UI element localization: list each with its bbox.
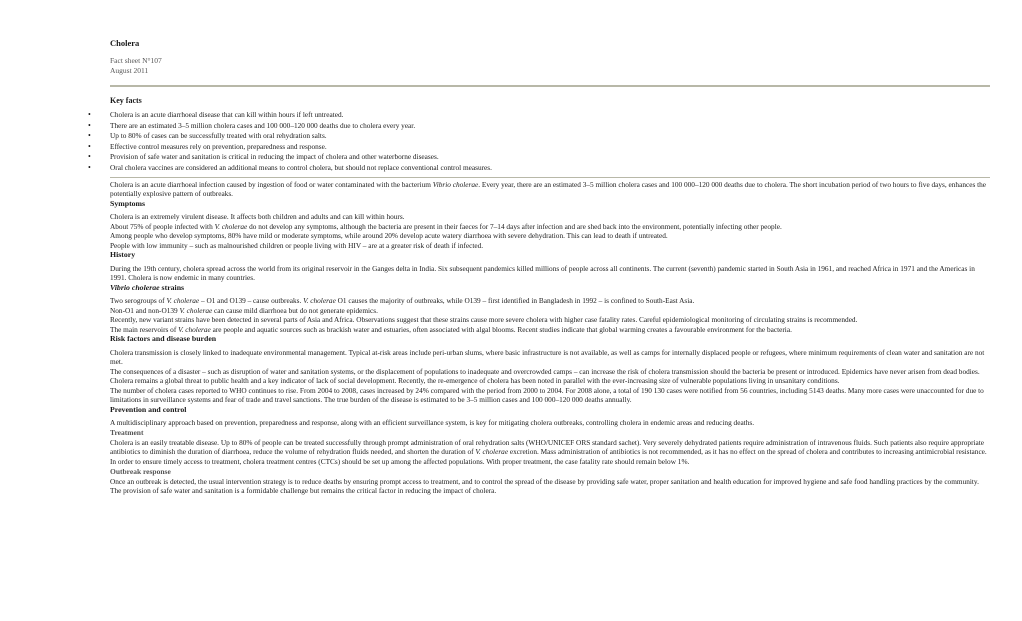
risk-paragraph: Cholera transmission is closely linked to inadequate environmental management. Typical at-risk areas include peri-urban slums, where basic infrastructure is not available, as well as camps for internally displaced people or refugees, where minimum requirements of clean water and sanitation are not met.: [110, 347, 985, 367]
key-fact-item: • Cholera is an acute diarrhoeal disease that can kill within hours if left untreated.: [110, 110, 990, 121]
strains-text: The main reservoirs of: [110, 324, 179, 334]
strains-text: O1 causes the majority of outbreaks, while O139 – first identified in Bangladesh in 1992 – is confined to South-East Asia.: [335, 295, 695, 305]
strains-text: are people and aquatic sources such as brackish water and estuaries, often associated with algal blooms. Recent studies indicate that global warming creates a favourable environment for the bacteria.: [210, 324, 792, 334]
strains-text: Non-O1 and non-O139: [110, 305, 180, 315]
risk-paragraph: The number of cholera cases reported to WHO continues to rise. From 2004 to 2008, cases increased by 24% compared with the period from 2000 to 2004. For 2008 alone, a total of 190 130 cases were notified from 56 countries, including 5143 deaths. Many more cases were unaccounted for due to limitations in surveillance systems and fear of trade and travel sanctions. The true burden of the disease is estimated to be 3–5 million cases and 100 000–120 000 deaths annually.: [110, 385, 984, 405]
strains-italic: V. cholerae: [166, 295, 200, 305]
strains-italic: V. cholerae: [178, 324, 211, 334]
key-facts-list: [110, 110, 990, 174]
divider-top: [110, 85, 990, 87]
symptoms-paragraph: People with low immunity – such as malnourished children or people living with HIV – are at a greater risk of death if infected.: [110, 240, 484, 250]
symptoms-paragraph: Cholera is an extremely virulent disease. It affects both children and adults and can kill within hours.: [110, 211, 405, 221]
strains-paragraph: Recently, new variant strains have been detected in several parts of Asia and Africa. Observations suggest that these strains cause more severe cholera with higher case fatality rates. Careful epidemiological monitoring of circulating strains is recommended.: [110, 315, 858, 325]
symptoms-paragraph: [110, 222, 990, 232]
symptoms-heading: Symptoms: [110, 198, 146, 208]
history-paragraph: During the 19th century, cholera spread across the world from its original reservoir in the Ganges delta in India. Six subsequent pandemics killed millions of people across all continents. The current (seventh) pandemic started in South Asia in 1961, and reached Africa in 1971 and the Americas in 1991. Cholera is now endemic in many countries.: [110, 263, 975, 283]
intro-italic: Vibrio cholerae: [432, 179, 479, 189]
symptoms-paragraph: Among people who develop symptoms, 80% have mild or moderate symptoms, while around 20% develop acute watery diarrhoea with severe dehydration. This can lead to death if untreated.: [110, 231, 668, 241]
page-title: Cholera: [110, 38, 140, 48]
strains-text: – O1 and O139 – cause outbreaks.: [199, 295, 304, 305]
prevention-paragraph: A multidisciplinary approach based on prevention, preparedness and response, along with an efficient surveillance system, is key for mitigating cholera outbreaks, controlling cholera in endemic areas and reducing deaths.: [110, 418, 755, 428]
treatment-text: Cholera is an easily treatable disease. Up to 80% of people can be treated successfully through prompt administration of oral rehydration salts (WHO/UNICEF ORS standard sachet). Very severely dehydrated patients require administration of intravenous fluids. Such patients also require appropriate antibiotics to diminish the duration of diarrhoea, reduce the volume of rehydration fluids needed, and shorten the duration of: [110, 437, 985, 457]
symptoms-italic: V. cholerae: [214, 221, 248, 231]
key-facts-heading: Key facts: [110, 96, 142, 105]
strains-italic: V. cholerae: [303, 295, 336, 305]
treatment-heading: Treatment: [110, 427, 144, 437]
publication-date: August 2011: [110, 66, 149, 75]
treatment-italic: V. cholerae: [475, 447, 509, 457]
key-fact-item: • Up to 80% of cases can be successfully treated with oral rehydration salts.: [110, 131, 990, 142]
fact-sheet-number: Fact sheet N°107: [110, 56, 162, 65]
symptoms-text: About 75% of people infected with: [110, 221, 215, 231]
risk-paragraph: Cholera remains a global threat to public health and a key indicator of lack of social development. Recently, the re-emergence of cholera has been noted in parallel with the ever-increasing size of vulnerable populations living in unsanitary conditions.: [110, 376, 840, 386]
symptoms-text-cont: do not develop any symptoms, although the bacteria are present in their faeces for 7–14 days after infection and are shed back into the environment, potentially infecting other people.: [247, 221, 782, 231]
risk-heading: Risk factors and disease burden: [110, 334, 217, 344]
strains-heading-text: strains: [159, 282, 185, 292]
treatment-text-cont: excretion. Mass administration of antibiotics is not recommended, as it has no effect on the spread of cholera and contributes to increasing antimicrobial resistance.: [508, 447, 987, 457]
key-fact-item: • Provision of safe water and sanitation is critical in reducing the impact of cholera and other waterborne diseases.: [110, 152, 990, 163]
strains-heading: [110, 283, 990, 293]
key-fact-item: • Oral cholera vaccines are considered an additional means to control cholera, but should not replace conventional control measures.: [110, 163, 990, 174]
treatment-paragraph: In order to ensure timely access to treatment, cholera treatment centres (CTCs) should be set up among the affected populations. With proper treatment, the case fatality rate should remain below 1%.: [110, 457, 690, 467]
key-fact-item: • Effective control measures rely on prevention, preparedness and response.: [110, 142, 990, 153]
prevention-heading: Prevention and control: [110, 405, 187, 415]
strains-paragraph: [110, 306, 990, 316]
strains-heading-italic: Vibrio cholerae: [110, 282, 160, 292]
risk-paragraph: The consequences of a disaster – such as disruption of water and sanitation systems, or the displacement of populations to inadequate and overcrowded camps – can increase the risk of cholera transmission should the bacteria be present or introduced. Epidemics have never arisen from dead bodies.: [110, 366, 980, 376]
strains-paragraph: [110, 325, 990, 335]
treatment-paragraph: [110, 438, 990, 457]
strains-italic: V. cholerae: [179, 305, 213, 315]
history-heading: History: [110, 250, 136, 260]
intro-text: Cholera is an acute diarrhoeal infection caused by ingestion of food or water contaminated with the bacterium: [110, 179, 433, 189]
strains-text: can cause mild diarrhoea but do not generate epidemics.: [212, 305, 378, 315]
strains-paragraph: [110, 296, 990, 306]
intro-text-cont: . Every year, there are an estimated 3–5 million cholera cases and 100 000–120 000 deaths due to cholera. The short incubation period of two hours to five days, enhances the potentially explosive pattern of outbreaks.: [110, 179, 987, 199]
key-fact-item: • There are an estimated 3–5 million cholera cases and 100 000–120 000 deaths due to cholera every year.: [110, 121, 990, 132]
outbreak-response-heading: Outbreak response: [110, 466, 171, 476]
intro-paragraph: [110, 180, 990, 199]
document-content: [110, 38, 990, 496]
divider-key-facts: [110, 177, 990, 178]
strains-text: Two serogroups of: [110, 295, 167, 305]
outbreak-response-paragraph: Once an outbreak is detected, the usual intervention strategy is to reduce deaths by ensuring prompt access to treatment, and to control the spread of the disease by providing safe water, proper sanitation and health education for improved hygiene and safe food handling practices by the community. The provision of safe water and sanitation is a formidable challenge but remains the critical factor in reducing the impact of cholera.: [110, 476, 979, 496]
